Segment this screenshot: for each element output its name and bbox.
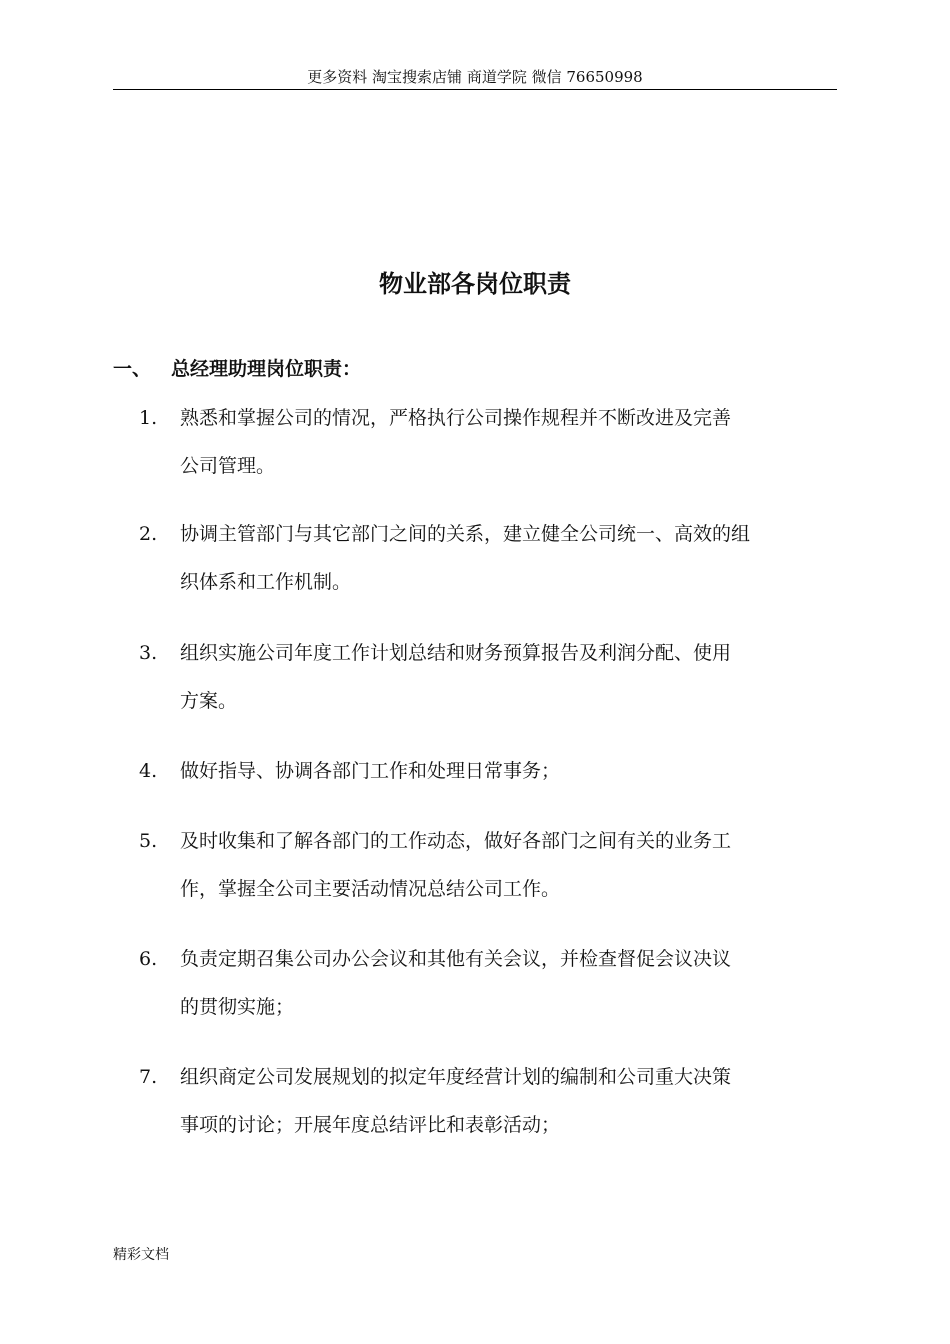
page-header: 更多资料 淘宝搜索店铺 商道学院 微信 76650998 [113, 66, 837, 90]
item-number: 2. [139, 523, 158, 545]
section-title: 总经理助理岗位职责： [171, 358, 362, 380]
item-line: 织体系和工作机制。 [180, 571, 352, 593]
list-item [139, 1053, 839, 1149]
item-number: 4. [139, 760, 158, 782]
item-line: 组织实施公司年度工作计划总结和财务预算报告及利润分配、使用 [180, 642, 732, 664]
item-line: 做好指导、协调各部门工作和处理日常事务； [180, 760, 561, 782]
item-line: 的贯彻实施； [180, 996, 295, 1018]
item-line: 作，掌握全公司主要活动情况总结公司工作。 [180, 878, 561, 900]
item-number: 3. [139, 642, 158, 664]
item-text [180, 817, 839, 913]
list-item [139, 817, 839, 913]
item-text [180, 747, 839, 795]
item-number: 7. [139, 1066, 158, 1088]
item-text [180, 394, 839, 490]
list-item [139, 629, 839, 725]
item-line: 熟悉和掌握公司的情况，严格执行公司操作规程并不断改进及完善 [180, 407, 732, 429]
list-item [139, 394, 839, 490]
item-line: 事项的讨论；开展年度总结评比和表彰活动； [180, 1114, 561, 1136]
item-line: 方案。 [180, 690, 238, 712]
list-item [139, 747, 839, 795]
list-item [139, 510, 839, 606]
item-text [180, 1053, 839, 1149]
item-text [180, 629, 839, 725]
item-number: 1. [139, 407, 158, 429]
item-line: 组织商定公司发展规划的拟定年度经营计划的编制和公司重大决策 [180, 1066, 732, 1088]
document-title: 物业部各岗位职责 [379, 269, 571, 298]
item-line: 负责定期召集公司办公会议和其他有关会议，并检查督促会议决议 [180, 948, 732, 970]
list-item [139, 935, 839, 1031]
page-footer: 精彩文档 [113, 1247, 169, 1263]
item-number: 5. [139, 830, 158, 852]
item-line: 公司管理。 [180, 455, 276, 477]
item-text [180, 935, 839, 1031]
item-text [180, 510, 839, 606]
section-heading [113, 355, 361, 383]
item-number: 6. [139, 948, 158, 970]
item-line: 及时收集和了解各部门的工作动态，做好各部门之间有关的业务工 [180, 830, 732, 852]
item-line: 协调主管部门与其它部门之间的关系，建立健全公司统一、高效的组 [180, 523, 751, 545]
section-number: 一、 [113, 358, 152, 380]
